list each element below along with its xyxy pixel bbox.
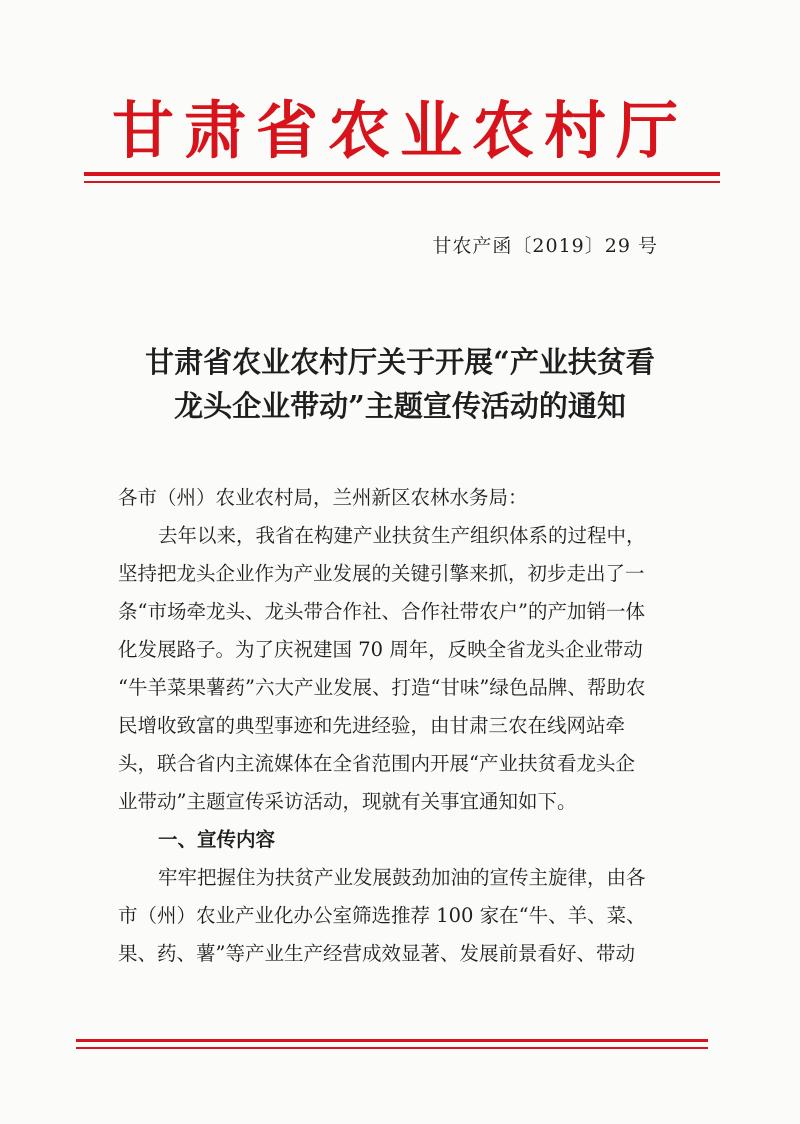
- title-line-2: 龙头企业带动”主题宣传活动的通知: [174, 389, 626, 423]
- body-line: 果、药、薯”等产业生产经营成效显著、发展前景看好、带动: [118, 942, 635, 965]
- footer-red-rule-thin: [76, 1047, 708, 1049]
- org-header-title: 甘肃省农业农村厅: [111, 94, 688, 167]
- body-line: 业带动”主题宣传采访活动，现就有关事宜通知如下。: [118, 790, 577, 813]
- body-line: 坚持把龙头企业作为产业发展的关键引擎来抓，初步走出了一: [118, 562, 645, 585]
- header-red-rule-thick: [84, 172, 720, 176]
- section-heading: 一、宣传内容: [158, 828, 276, 851]
- footer-red-rule-thick: [76, 1039, 708, 1042]
- body-text: [118, 517, 708, 973]
- body-line: 去年以来，我省在构建产业扶贫生产组织体系的过程中，: [158, 524, 646, 547]
- body-line: 牢牢把握住为扶贫产业发展鼓劲加油的宣传主旋律，由各: [158, 866, 646, 889]
- title-line-1: 甘肃省农业农村厅关于开展“产业扶贫看: [145, 345, 655, 379]
- document-number: 甘农产函〔2019〕29 号: [432, 235, 658, 257]
- addressee: 各市（州）农业农村局，兰州新区农林水务局：: [118, 486, 528, 509]
- body-line: 条“市场牵龙头、龙头带合作社、合作社带农户”的产加销一体: [118, 600, 645, 623]
- header-red-rule-thin: [84, 181, 720, 183]
- body-line: 化发展路子。为了庆祝建国 70 周年，反映全省龙头企业带动: [118, 638, 643, 661]
- body-line: 民增收致富的典型事迹和先进经验，由甘肃三农在线网站牵: [118, 714, 626, 737]
- body-line: 头，联合省内主流媒体在全省范围内开展“产业扶贫看龙头企: [118, 752, 635, 775]
- body-line: 市（州）农业产业化办公室筛选推荐 100 家在“牛、羊、菜、: [118, 904, 646, 927]
- body-line: “牛羊菜果薯药”六大产业发展、打造“甘味”绿色品牌、帮助农: [118, 676, 646, 699]
- document-title: [0, 340, 800, 428]
